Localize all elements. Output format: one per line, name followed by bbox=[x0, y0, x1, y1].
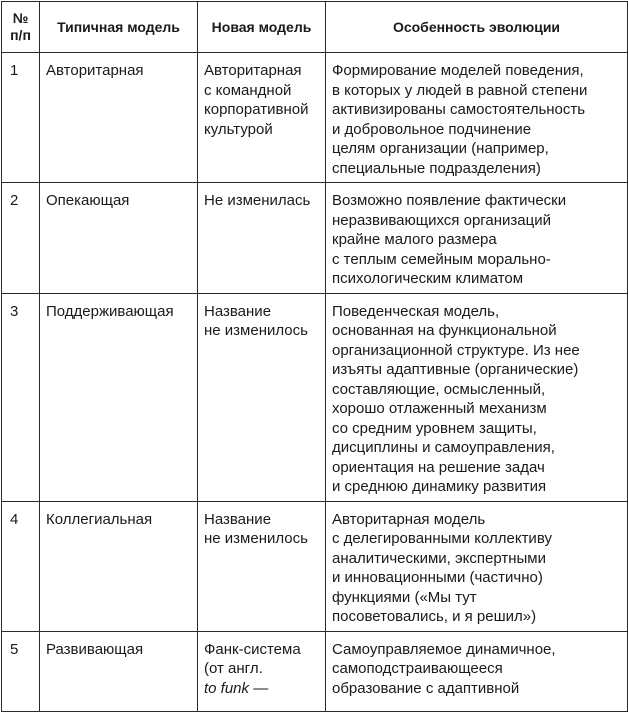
row-evolution-feature: Формирование моделей поведения, в которых у людей в равной степени активизированы самостоятельность и добровольное подчинение целям организации (например, специальные подразделения) bbox=[326, 53, 628, 183]
table-row bbox=[2, 501, 628, 631]
row-num: 2 bbox=[2, 183, 40, 294]
new-model-text: Фанк-система (от англ. bbox=[204, 640, 301, 677]
header-typical-model: Типичная модель bbox=[40, 2, 198, 53]
header-num: № п/п bbox=[2, 2, 40, 53]
row-evolution-feature: Авторитарная модель с делегированными коллективу аналитическими, экспертными и инновационными (частично) функциями («Мы тут посоветовались, и я решил») bbox=[326, 501, 628, 631]
row-num: 1 bbox=[2, 53, 40, 183]
row-evolution-feature: Поведенческая модель, основанная на функциональной организационной структуре. Из нее изъяты адаптивные (органические) составляющие, осмысленный, хорошо отлаженный механизм со средним уровнем защиты, дисциплины и самоуправления, ориентация на решение задач и среднюю динамику развития bbox=[326, 293, 628, 501]
row-num: 3 bbox=[2, 293, 40, 501]
header-new-model: Новая модель bbox=[198, 2, 326, 53]
row-num: 5 bbox=[2, 631, 40, 711]
row-new-model: Название не изменилось bbox=[198, 293, 326, 501]
table-header-row bbox=[2, 2, 628, 53]
models-table bbox=[1, 1, 628, 712]
row-new-model: Не изменилась bbox=[198, 183, 326, 294]
table-row bbox=[2, 631, 628, 711]
table-row bbox=[2, 293, 628, 501]
row-new-model: Авторитарная с командной корпоративной культурой bbox=[198, 53, 326, 183]
row-new-model: Название не изменилось bbox=[198, 501, 326, 631]
row-new-model bbox=[198, 631, 326, 711]
row-typical-model: Опекающая bbox=[40, 183, 198, 294]
table-row bbox=[2, 183, 628, 294]
row-typical-model: Коллегиальная bbox=[40, 501, 198, 631]
row-typical-model: Развивающая bbox=[40, 631, 198, 711]
row-evolution-feature: Возможно появление фактически неразвивающихся организаций крайне малого размера с теплым семейным морально- психологическим климатом bbox=[326, 183, 628, 294]
row-typical-model: Авторитарная bbox=[40, 53, 198, 183]
header-evolution-feature: Особенность эволюции bbox=[326, 2, 628, 53]
row-num: 4 bbox=[2, 501, 40, 631]
row-typical-model: Поддерживающая bbox=[40, 293, 198, 501]
table-row bbox=[2, 53, 628, 183]
row-evolution-feature: Самоуправляемое динамичное, самоподстраивающееся образование с адаптивной bbox=[326, 631, 628, 711]
new-model-italic-text: to funk — bbox=[204, 679, 269, 697]
